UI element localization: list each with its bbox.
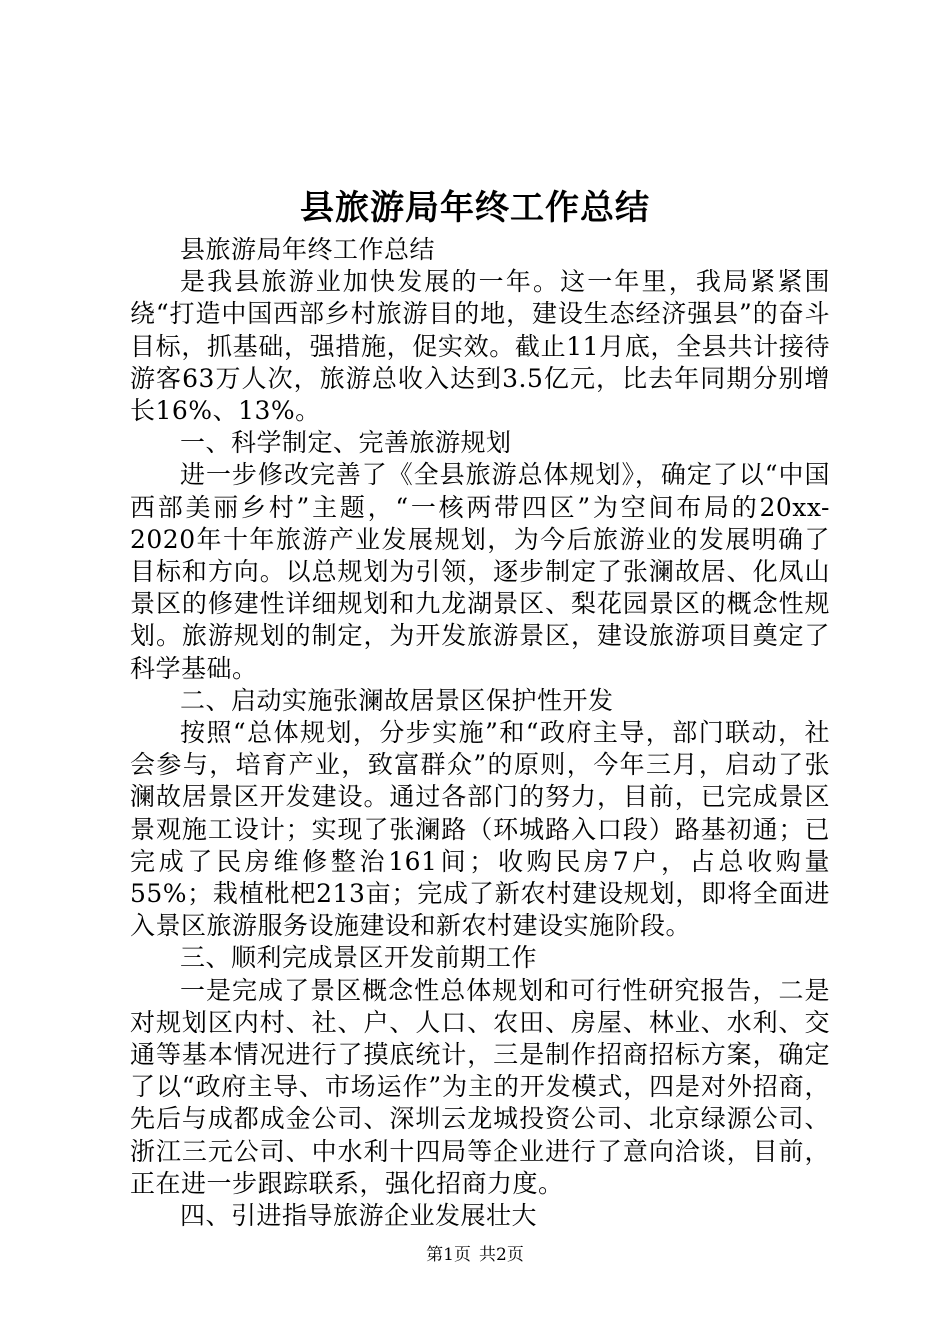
document-subtitle: 县旅游局年终工作总结: [180, 235, 436, 264]
document-title: 县旅游局年终工作总结: [300, 188, 650, 228]
section-heading-1: 一、科学制定、完善旅游规划: [180, 428, 512, 458]
paragraph-intro: 是我县旅游业加快发展的一年。这一年里，我局紧紧围绕“打造中国西部乡村旅游目的地，建设生态经济强县”的奋斗目标，抓基础，强措施，促实效。截止11月底，全县共计接待游客63万人次，旅游总收入达到3.5亿元，比去年同期分别增长16%、13%。: [130, 267, 830, 426]
section-heading-3: 三、顺利完成景区开发前期工作: [180, 943, 538, 973]
page-footer: [0, 1243, 950, 1267]
section-heading-4: 四、引进指导旅游企业发展壮大: [180, 1201, 538, 1231]
paragraph-section-2: 按照“总体规划，分步实施”和“政府主导，部门联动，社会参与，培育产业，致富群众”的原则，今年三月，启动了张澜故居景区开发建设。通过各部门的努力，目前，已完成景区景观施工设计；实现了张澜路（环城路入口段）路基初通；已完成了民房维修整治161间；收购民房7户，占总收购量55%；栽植枇杷213亩；完成了新农村建设规划，即将全面进入景区旅游服务设施建设和新农村建设实施阶段。: [130, 718, 830, 941]
page-total: 共2页: [479, 1245, 524, 1265]
paragraph-section-1: 进一步修改完善了《全县旅游总体规划》，确定了以“中国西部美丽乡村”主题，“一核两带四区”为空间布局的20xx-2020年十年旅游产业发展规划，为今后旅游业的发展明确了目标和方向。以总规划为引领，逐步制定了张澜故居、化凤山景区的修建性详细规划和九龙湖景区、梨花园景区的概念性规划。旅游规划的制定，为开发旅游景区，建设旅游项目奠定了科学基础。: [130, 460, 830, 683]
paragraph-section-3: 一是完成了景区概念性总体规划和可行性研究报告，二是对规划区内村、社、户、人口、农田、房屋、林业、水利、交通等基本情况进行了摸底统计，三是制作招商招标方案，确定了以“政府主导、市场运作”为主的开发模式，四是对外招商，先后与成都成金公司、深圳云龙城投资公司、北京绿源公司、浙江三元公司、中水利十四局等企业进行了意向洽谈，目前，正在进一步跟踪联系，强化招商力度。: [130, 975, 830, 1198]
document-body: [130, 234, 830, 1232]
section-heading-2: 二、启动实施张澜故居景区保护性开发: [180, 685, 614, 715]
page-number: 第1页: [426, 1245, 471, 1265]
